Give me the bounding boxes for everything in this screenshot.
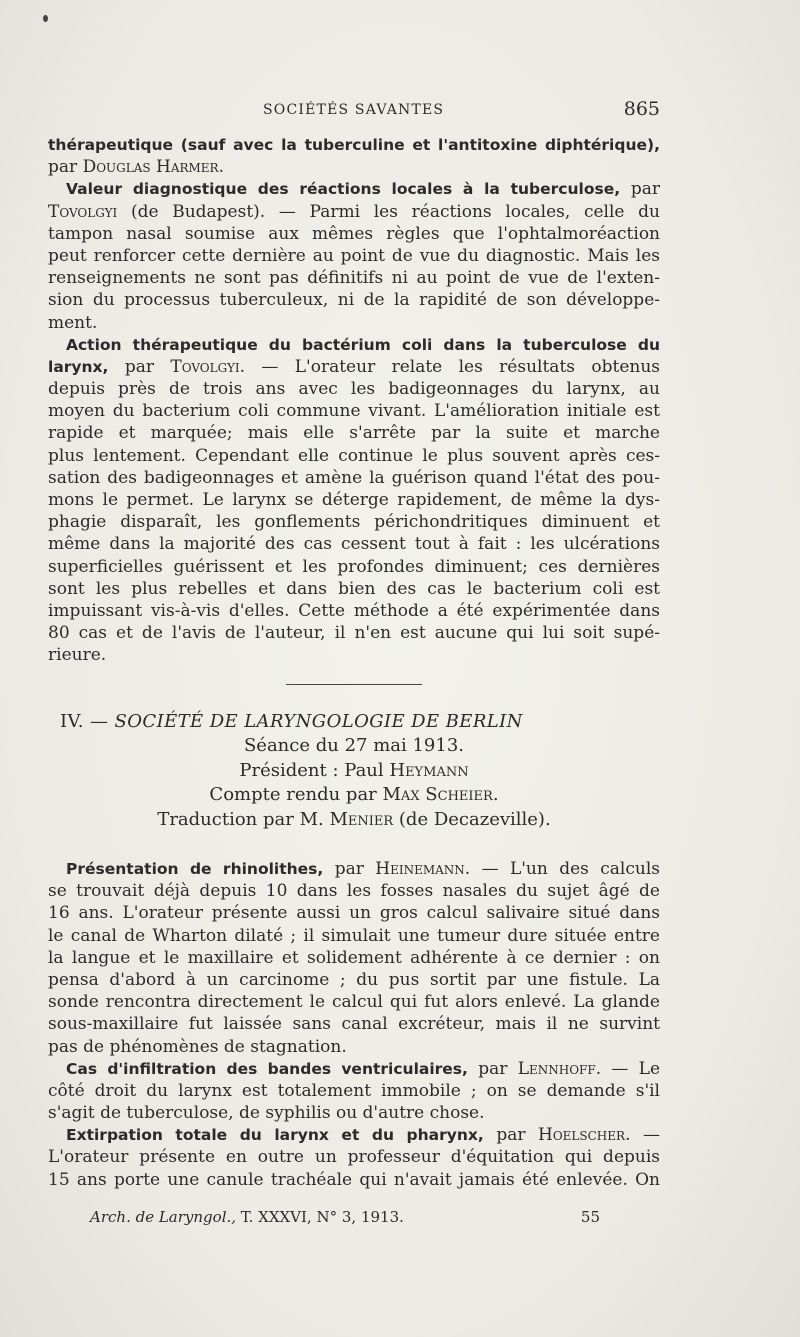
by-label: par xyxy=(124,356,154,377)
paragraph-continuation xyxy=(48,134,660,178)
text-line: (de Budapest). — Parmi les réactions locales, celle du xyxy=(130,201,660,222)
ink-speck xyxy=(43,15,48,22)
text-line: sont les plus rebelles et dans bien des cas le bacterium coli est xyxy=(48,578,660,599)
text-line: sous-maxillaire fut laissée sans canal excréteur, mais il ne survint xyxy=(48,1014,660,1035)
page-number: 865 xyxy=(623,98,660,120)
entry-title: Extirpation totale du larynx et du pharynx, xyxy=(66,1126,484,1145)
by-label: par xyxy=(496,1125,526,1146)
paragraph-rhinolithes xyxy=(48,858,660,1058)
section-title: SOCIÉTÉ DE LARYNGOLOGIE DE BERLIN xyxy=(114,710,523,732)
page-body xyxy=(48,134,660,1191)
entry-title: Valeur diagnostique des réactions locales à la tuberculose, xyxy=(66,180,621,199)
president-name: Heymann xyxy=(389,759,469,781)
author-name: Lennhoff xyxy=(517,1058,596,1079)
entry-title-continued: thérapeutique (sauf avec la tuberculine et l'antitoxine diphtérique), xyxy=(48,136,660,154)
entry-title-end: larynx, xyxy=(48,357,109,376)
translation-label: Traduction par M. xyxy=(157,808,330,830)
text-line: 80 cas et de l'avis de l'auteur, il n'en est aucune qui lui soit supé- xyxy=(48,623,660,644)
text-line: impuissant vis-à-vis d'elles. Cette méthode a été expérimentée dans xyxy=(48,600,660,621)
text-line: tampon nasal soumise aux mêmes règles que l'ophtalmoréaction xyxy=(48,223,660,244)
paragraph-infiltration xyxy=(48,1058,660,1125)
entry-title: Présentation de rhinolithes, xyxy=(66,860,324,878)
journal-volume: T. XXXVI, N° 3, 1913. xyxy=(236,1208,404,1226)
text-line: sonde rencontra directement le calcul qui fut alors enlevé. La glande xyxy=(48,992,660,1013)
translator-place: (de Decazeville). xyxy=(393,808,551,830)
section-divider xyxy=(286,684,422,685)
paragraph-extirpation xyxy=(48,1124,660,1191)
session-date: Séance du 27 mai 1913. xyxy=(243,735,465,756)
report-label: Compte rendu par xyxy=(209,784,383,805)
text-line: même dans la majorité des cas cessent tout à fait : les ulcérations xyxy=(48,534,660,555)
president-line xyxy=(48,759,660,784)
by-label: par xyxy=(478,1058,508,1079)
text-line: côté droit du larynx est totalement immobile ; on se demande s'il xyxy=(48,1080,660,1101)
text-line: s'agit de tuberculose, de syphilis ou d'autre chose. xyxy=(48,1103,485,1124)
spacer xyxy=(48,832,660,858)
journal-name: Arch. de Laryngol., xyxy=(90,1208,237,1226)
punctuation: . xyxy=(492,784,499,805)
text-line: . — Le xyxy=(595,1058,660,1079)
by-label: par xyxy=(630,179,660,200)
text-line: pensa d'abord à un carcinome ; du pus sortit par une fistule. La xyxy=(48,969,660,990)
section-numeral: IV. — xyxy=(60,710,109,732)
text-line: rieure. xyxy=(48,645,107,666)
text-line: superficielles guérissent et les profondes diminuent; ces dernières xyxy=(48,556,660,577)
text-line: depuis près de trois ans avec les badigeonnages du larynx, au xyxy=(48,379,660,400)
text-line: sation des badigeonnages et amène la guérison quand l'état des pou- xyxy=(48,467,660,488)
text-line: sion du processus tuberculeux, ni de la rapidité de son développe- xyxy=(48,290,660,311)
text-line: pas de phénomènes de stagnation. xyxy=(48,1036,347,1057)
president-label: Président : Paul xyxy=(239,759,390,781)
by-label: par xyxy=(48,157,83,178)
author-name: Heinemann xyxy=(375,859,465,879)
text-line: 16 ans. L'orateur présente aussi un gros calcul salivaire situé dans xyxy=(48,903,660,924)
text-line: rapide et marquée; mais elle s'arrête par la suite et marche xyxy=(48,423,660,444)
page-header xyxy=(48,98,660,122)
author-name: Douglas Harmer xyxy=(82,157,219,178)
page-footer xyxy=(90,1208,600,1226)
report-line xyxy=(48,783,660,808)
text-line: . — xyxy=(625,1125,660,1146)
section-heading xyxy=(48,710,660,735)
text-line: moyen du bacterium coli commune vivant. L'amélioration initiale est xyxy=(48,401,660,422)
text-line: ment. xyxy=(48,312,98,333)
text-line: mons le permet. Le larynx se déterge rapidement, de même la dys- xyxy=(48,490,660,510)
text-line: renseignements ne sont pas définitifs ni au point de vue de l'exten- xyxy=(48,268,660,289)
text-line: L'orateur présente en outre un professeur d'équitation qui depuis xyxy=(48,1147,660,1168)
text-line: . — L'un des calculs xyxy=(464,859,660,879)
paragraph-bacterium-coli xyxy=(48,334,660,667)
by-label: par xyxy=(334,859,364,879)
signature-mark: 55 xyxy=(580,1208,600,1226)
text-line: 15 ans porte une canule trachéale qui n'avait jamais été enlevée. On xyxy=(48,1169,660,1190)
punctuation: . xyxy=(218,157,225,178)
paragraph-diagnostic-value xyxy=(48,178,660,333)
text-line: . — L'orateur relate les résultats obtenus xyxy=(239,356,660,377)
author-name: Tovolgyi xyxy=(170,356,240,377)
translation-line xyxy=(48,808,660,833)
text-line: phagie disparaît, les gonflements périchondritiques diminuent et xyxy=(48,512,660,533)
entry-title: Action thérapeutique du bactérium coli dans la tuberculose du xyxy=(66,335,660,354)
text-line: le canal de Wharton dilaté ; il simulait une tumeur dure située entre xyxy=(48,925,660,946)
entry-title: Cas d'infiltration des bandes ventriculaires, xyxy=(66,1059,468,1078)
text-line: se trouvait déjà depuis 10 dans les fosses nasales du sujet âgé de xyxy=(48,881,660,902)
text-line: la langue et le maxillaire et solidement adhérente à ce dernier : on xyxy=(48,947,660,968)
text-line: plus lentement. Cependant elle continue le plus souvent après ces- xyxy=(48,445,660,466)
reporter-name: Max Scheier xyxy=(382,784,493,805)
running-head: SOCIÉTÉS SAVANTES xyxy=(263,102,445,118)
author-name: Tovolgyi xyxy=(48,201,118,222)
author-name: Hoelscher xyxy=(538,1125,626,1146)
text-line: peut renforcer cette dernière au point de vue du diagnostic. Mais les xyxy=(48,245,660,266)
translator-name: Menier xyxy=(329,808,394,830)
